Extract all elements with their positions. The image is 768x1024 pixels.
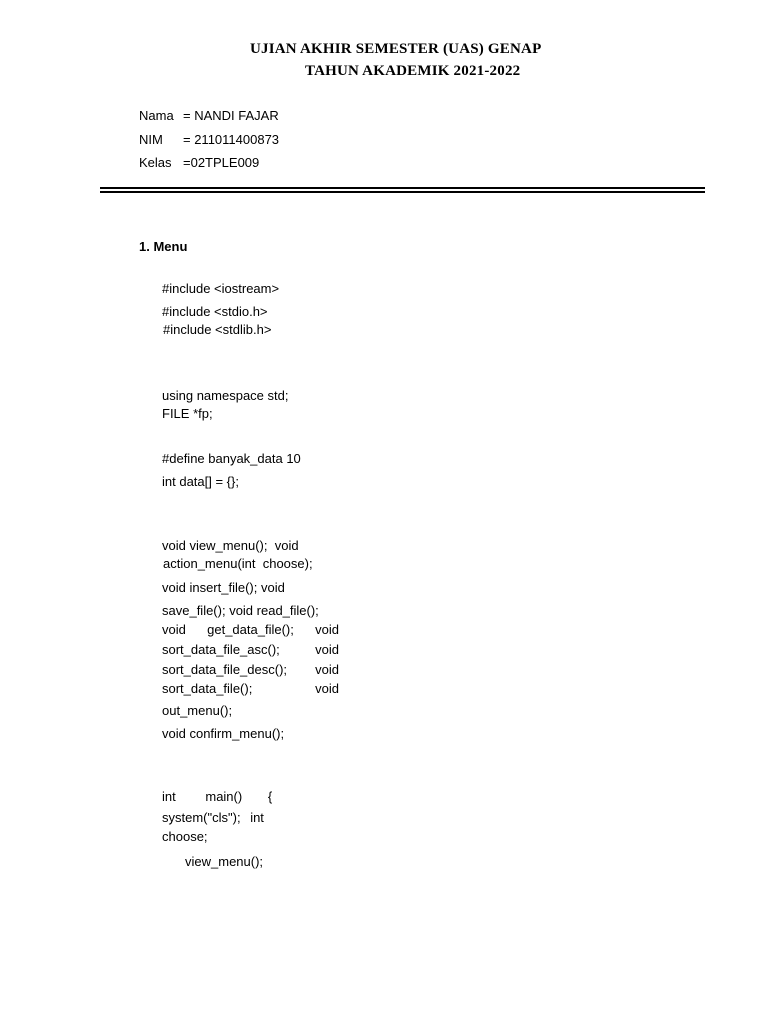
code-line: #include <stdlib.h> (163, 322, 272, 337)
code-token: main() (205, 789, 243, 804)
code-line: void insert_file(); void (162, 580, 285, 595)
code-line (162, 662, 339, 678)
code-line (162, 810, 264, 826)
code-token: void (315, 662, 339, 677)
code-token: int (162, 789, 176, 804)
code-line: #include <stdio.h> (162, 304, 268, 319)
code-line (162, 642, 339, 658)
code-line: int data[] = {}; (162, 474, 239, 489)
code-line: FILE *fp; (162, 406, 213, 421)
code-line: out_menu(); (162, 703, 233, 718)
code-token: void (315, 642, 339, 657)
name-label: Nama (139, 108, 174, 123)
code-token: sort_data_file(); (162, 681, 253, 696)
exam-title: UJIAN AKHIR SEMESTER (UAS) GENAP (250, 41, 542, 57)
code-line: void confirm_menu(); (162, 726, 285, 741)
code-token: int (250, 810, 264, 825)
code-token: sort_data_file_asc(); (162, 642, 280, 657)
divider-line-bottom (100, 191, 705, 193)
code-line (162, 681, 339, 697)
code-token: get_data_file(); (207, 622, 294, 637)
code-line: view_menu(); (185, 854, 264, 869)
student-name-row (139, 108, 279, 123)
divider-line-top (100, 187, 705, 189)
code-line: void view_menu(); void (162, 538, 299, 553)
code-token: system("cls"); (162, 810, 241, 825)
code-line: choose; (162, 829, 208, 844)
name-value: = NANDI FAJAR (183, 108, 279, 123)
student-class-row (139, 155, 259, 170)
section-heading: 1. Menu (139, 239, 188, 254)
code-line: using namespace std; (162, 388, 289, 403)
code-line: action_menu(int choose); (163, 556, 313, 571)
code-line: save_file(); void read_file(); (162, 603, 319, 618)
code-token: void (315, 622, 339, 637)
code-line (162, 622, 339, 638)
student-nim-row (139, 132, 279, 147)
class-value: =02TPLE009 (183, 155, 260, 170)
class-label: Kelas (139, 155, 172, 170)
code-line: #include <iostream> (162, 281, 280, 296)
code-token: void (315, 681, 339, 696)
code-line: #define banyak_data 10 (162, 451, 301, 466)
academic-year-title: TAHUN AKADEMIK 2021-2022 (305, 63, 521, 79)
nim-value: = 211011400873 (183, 132, 280, 147)
code-token: void (162, 622, 186, 637)
code-token: sort_data_file_desc(); (162, 662, 288, 677)
nim-label: NIM (139, 132, 163, 147)
code-token: { (267, 789, 273, 804)
code-line (162, 789, 272, 805)
